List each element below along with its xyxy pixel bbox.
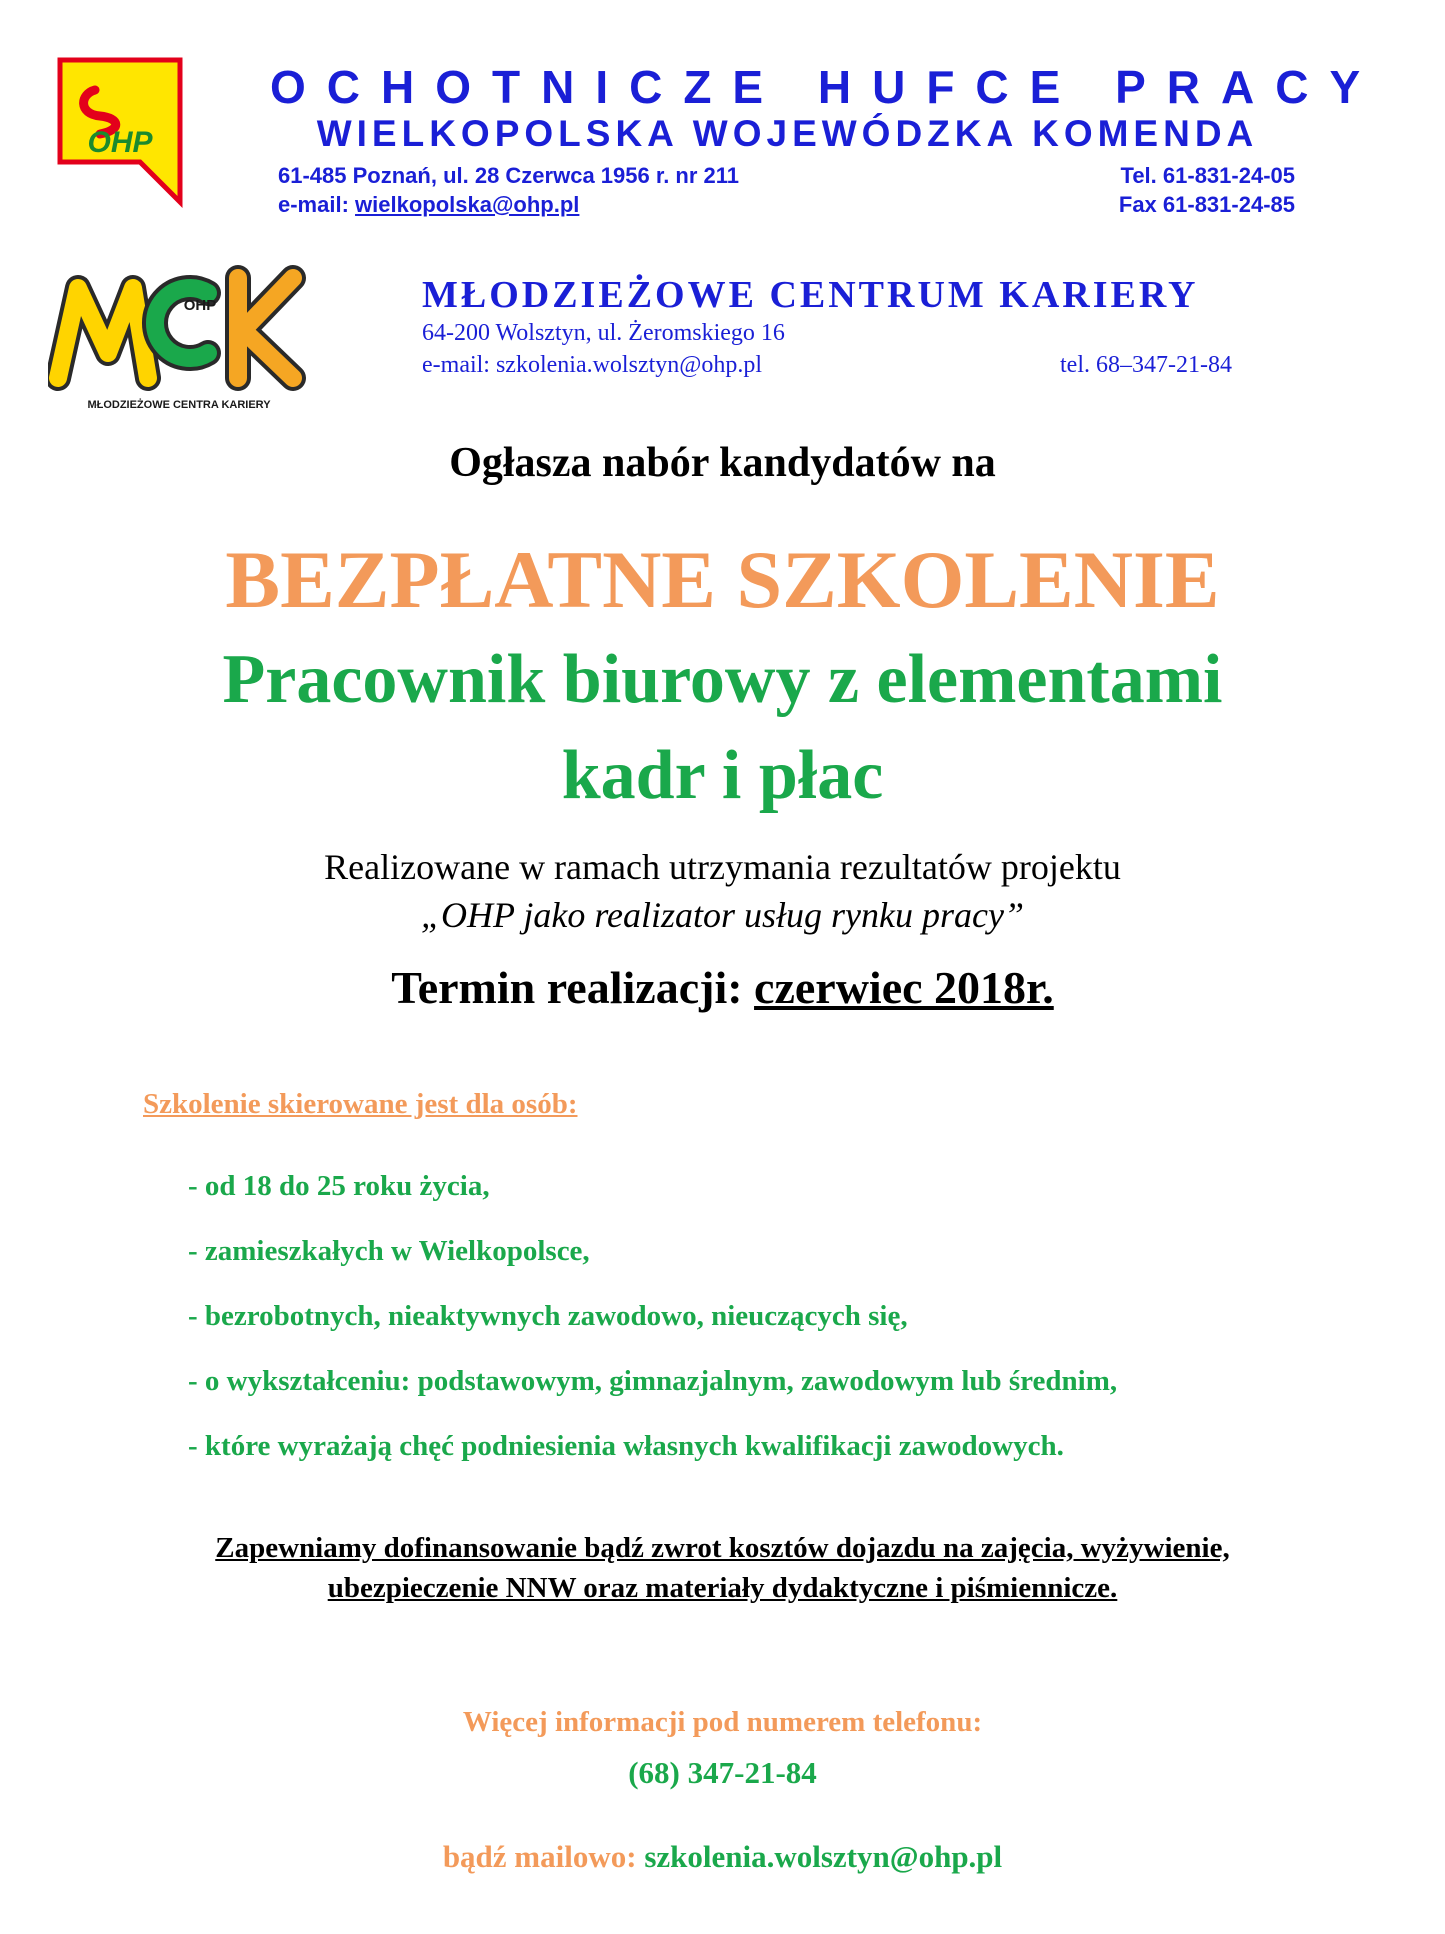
ohp-email-line — [278, 191, 579, 219]
mck-logo-text: OHP — [183, 297, 217, 314]
term-value: czerwiec 2018r. — [754, 962, 1054, 1013]
ohp-address: 61-485 Poznań, ul. 28 Czerwca 1956 r. nr 211 — [278, 163, 740, 188]
target-list — [188, 1168, 1117, 1493]
list-item: - które wyrażają chęć podniesienia własnych kwalifikacji zawodowych. — [188, 1430, 1064, 1462]
ohp-subtitle: WIELKOPOLSKA WOJEWÓDZKA KOMENDA — [316, 113, 1259, 154]
mck-logo — [48, 258, 310, 414]
project-name: „OHP jako realizator usług rynku pracy” — [421, 895, 1024, 935]
mck-logo-caption: MŁODZIEŻOWE CENTRA KARIERY — [87, 399, 271, 411]
list-item: - od 18 do 25 roku życia, — [188, 1170, 490, 1202]
term-label: Termin realizacji: — [391, 962, 755, 1013]
ohp-fax: Fax 61-831-24-85 — [1118, 192, 1295, 217]
announcement-intro: Ogłasza nabór kandydatów na — [449, 440, 996, 486]
contact-mail-label: bądź mailowo: — [442, 1839, 645, 1874]
list-item: - zamieszkałych w Wielkopolsce, — [188, 1235, 590, 1267]
contact-mail-link[interactable]: szkolenia.wolsztyn@ohp.pl — [644, 1839, 1003, 1874]
mck-title: MŁODZIEŻOWE CENTRUM KARIERY — [422, 274, 1199, 316]
course-title-line1: Pracownik biurowy z elementami — [222, 641, 1223, 718]
contact-phone[interactable]: (68) 347-21-84 — [628, 1755, 817, 1790]
ohp-tel: Tel. 61-831-24-05 — [1120, 163, 1295, 188]
target-heading: Szkolenie skierowane jest dla osób: — [143, 1088, 578, 1120]
ohp-title: OCHOTNICZE HUFCE PRACY — [270, 61, 1382, 113]
ohp-email-link[interactable]: wielkopolska@ohp.pl — [355, 192, 580, 217]
contact-info-label: Więcej informacji pod numerem telefonu: — [462, 1706, 983, 1738]
term — [0, 960, 1445, 1016]
ohp-logo-text: OHP — [87, 126, 153, 159]
ohp-logo — [40, 52, 200, 212]
course-title-line2: kadr i płac — [561, 737, 884, 814]
benefits-line2: ubezpieczenie NNW oraz materiały dydaktyczne i piśmiennicze. — [327, 1572, 1118, 1604]
contact-mail — [0, 1838, 1445, 1876]
mck-tel: tel. 68–347-21-84 — [1060, 352, 1232, 378]
ohp-email-label: e-mail: — [278, 192, 356, 217]
mck-email-line: e-mail: szkolenia.wolsztyn@ohp.pl — [422, 352, 763, 378]
benefits-line1: Zapewniamy dofinansowanie bądź zwrot kosztów dojazdu na zajęcia, wyżywienie, — [215, 1532, 1230, 1564]
list-item: - bezrobotnych, nieaktywnych zawodowo, nieuczących się, — [188, 1300, 908, 1332]
mck-address: 64-200 Wolsztyn, ul. Żeromskiego 16 — [422, 320, 785, 346]
project-line: Realizowane w ramach utrzymania rezultatów projektu — [324, 847, 1121, 887]
list-item: - o wykształceniu: podstawowym, gimnazjalnym, zawodowym lub średnim, — [188, 1365, 1118, 1397]
announcement-headline: BEZPŁATNE SZKOLENIE — [225, 534, 1220, 625]
